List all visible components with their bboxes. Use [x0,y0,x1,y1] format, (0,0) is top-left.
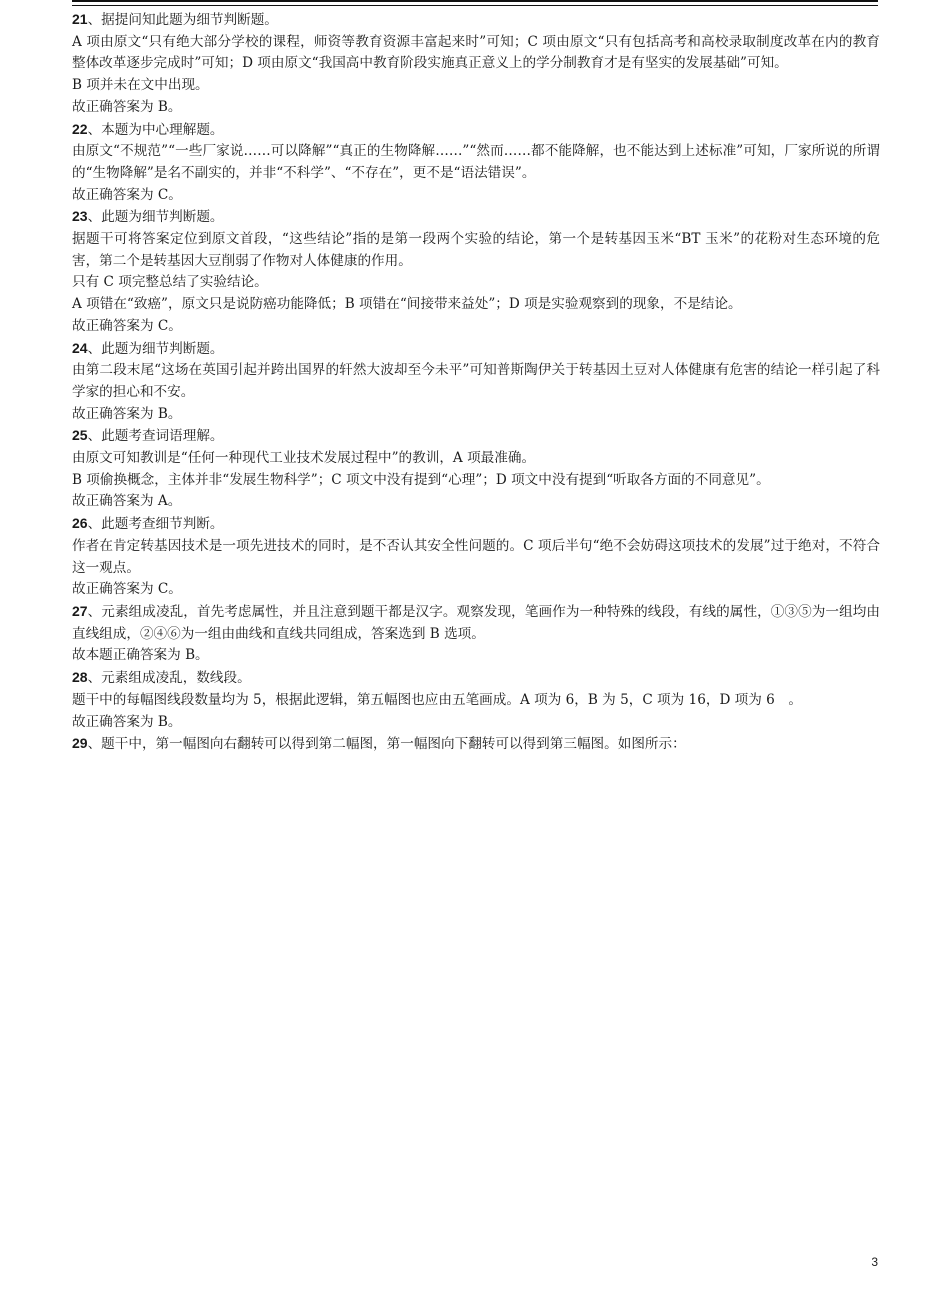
explanation-line: 由原文可知教训是“任何一种现代工业技术发展过程中”的教训，A 项最准确。 [72,450,536,467]
question-heading-text: 、元素组成凌乱，数线段。 [87,670,251,687]
question-heading-text: 、此题为细节判断题。 [87,209,224,226]
question-heading [72,513,880,536]
explanation-line: B 项并未在文中出现。 [72,77,209,94]
explanation-line: 题干中的每幅图线段数量均为 5，根据此逻辑，第五幅图也应由五笔画成。A 项为 6，B 为 5，C 项为 16，D 项为 6 。 [72,691,803,708]
question-number: 26 [72,515,88,532]
explanation-line: 故正确答案为 B。 [72,405,182,422]
explanation-line: A 项错在“致癌”，原文只是说防癌功能降低；B 项错在“间接带来益处”；D 项是实验观察到的现象，不是结论。 [72,296,742,313]
question-heading [72,119,880,142]
explanation-line: 由原文“不规范”“一些厂家说……可以降解”“真正的生物降解……”“然而……都不能降解，也不能达到上述标准”可知，厂家所说的所谓的“生物降解”是名不副实的，并非“不科学”、“不存在”，更不是“语法错误”。 [72,143,880,181]
explanation-line: 故本题正确答案为 B。 [72,647,209,664]
question-heading-text: 、此题考查细节判断。 [87,516,224,533]
question-heading [72,206,880,229]
question-number: 28 [72,669,88,686]
explanation-line: 作者在肯定转基因技术是一项先进技术的同时，是不否认其安全性问题的。C 项后半句“绝不会妨碍这项技术的发展”过于绝对，不符合这一观点。 [72,537,880,576]
explanation-line: 故正确答案为 C。 [72,317,182,334]
question-number: 22 [72,120,88,137]
explanation-line: 故正确答案为 A。 [72,493,182,510]
explanation-line: 故正确答案为 C。 [72,186,182,203]
question-heading [72,667,880,690]
question-number: 23 [72,208,88,225]
question-heading [72,425,880,448]
header-rule-thick [72,0,878,2]
explanation-line: 故正确答案为 B。 [72,713,182,730]
question-heading-text: 、题干中，第一幅图向右翻转可以得到第二幅图，第一幅图向下翻转可以得到第三幅图。如图所示： [87,736,686,753]
explanation-line: A 项由原文“只有绝大部分学校的课程，师资等教育资源丰富起来时”可知；C 项由原文“只有包括高考和高校录取制度改革在内的教育整体改革逐步完成时”可知；D 项由原文“我国高中教育阶段实施真正意义上的学分制教育才是有坚实的发展基础”可知。 [72,33,880,72]
question-number: 25 [72,427,88,444]
question-heading [72,9,880,32]
explanation-line: 只有 C 项完整总结了实验结论。 [72,274,268,291]
question-heading [72,733,880,756]
answer-explanations [72,9,880,756]
explanation-line: 由第二段末尾“这场在英国引起并跨出国界的轩然大波却至今未平”可知普斯陶伊关于转基因土豆对人体健康有危害的结论一样引起了科学家的担心和不安。 [72,362,880,400]
question-heading-text: 、元素组成凌乱，首先考虑属性，并且注意到题干都是汉字。观察发现，笔画作为一种特殊的线段，有线的属性，①③⑤为一组均由直线组成，②④⑥为一组由曲线和直线共同组成，答案选到 B 选项。 [72,603,880,642]
question-heading-text: 、此题为细节判断题。 [87,340,224,357]
explanation-line: 故正确答案为 B。 [72,98,182,115]
question-number: 27 [72,602,88,619]
explanation-line: B 项偷换概念，主体并非“发展生物科学”；C 项文中没有提到“心理”；D 项文中没有提到“听取各方面的不同意见”。 [72,471,770,488]
question-heading-text: 、此题考查词语理解。 [87,428,224,445]
question-heading [72,601,880,645]
header-rule [72,0,878,7]
page-number: 3 [871,1255,878,1269]
question-number: 29 [72,735,88,752]
question-heading-text: 、据提问知此题为细节判断题。 [87,12,278,28]
question-number: 21 [72,11,88,27]
header-rule-thin [72,5,878,6]
question-number: 24 [72,339,88,356]
explanation-line: 据题干可将答案定位到原文首段，“这些结论”指的是第一段两个实验的结论，第一个是转基因玉米“BT 玉米”的花粉对生态环境的危害，第二个是转基因大豆削弱了作物对人体健康的作用。 [72,231,880,269]
question-heading-text: 、本题为中心理解题。 [87,121,224,138]
explanation-line: 故正确答案为 C。 [72,581,182,598]
question-heading [72,338,880,361]
